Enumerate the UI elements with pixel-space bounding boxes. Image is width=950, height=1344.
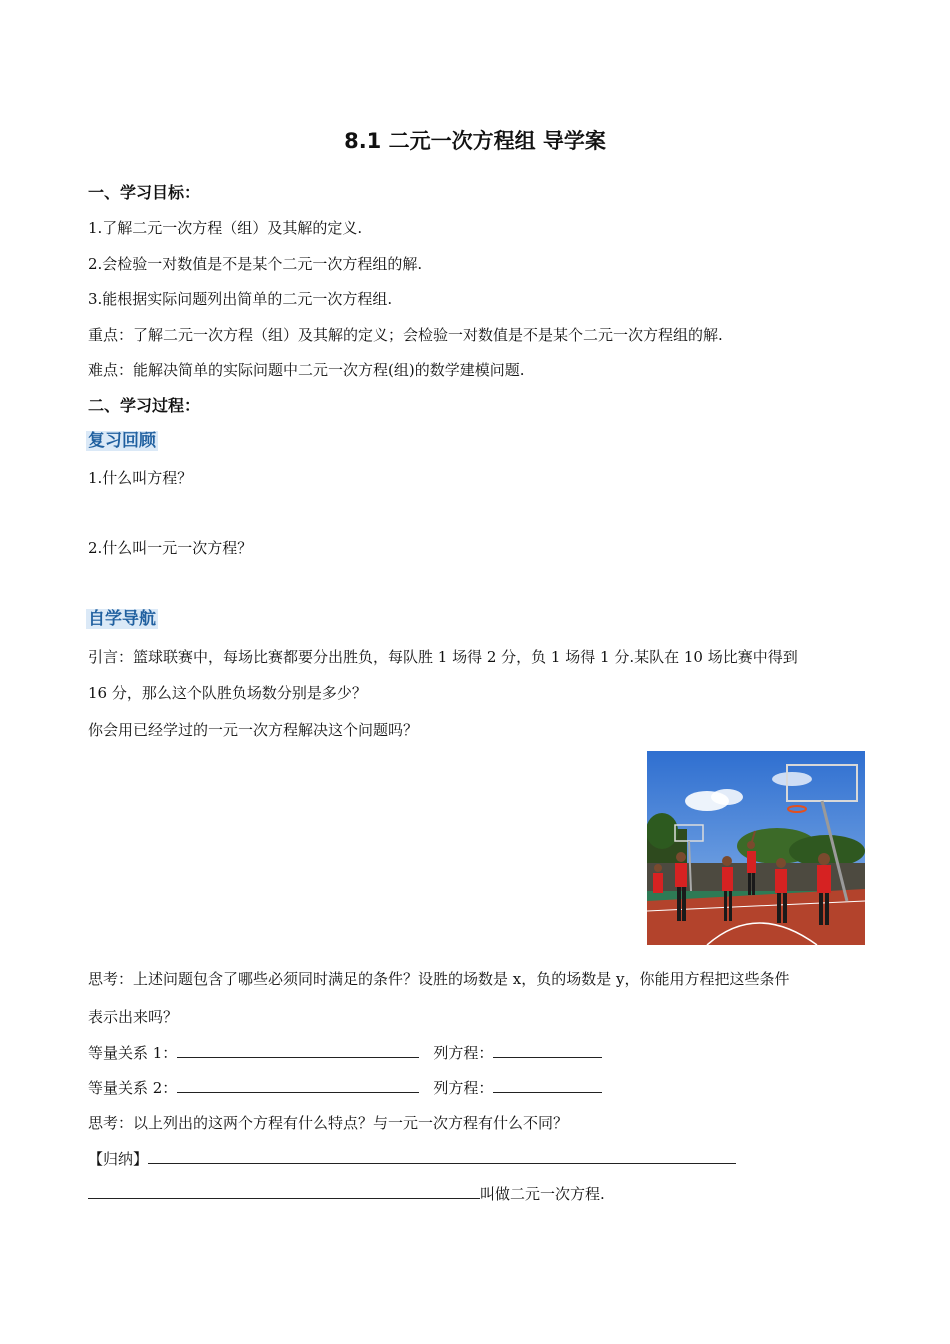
- relation-row-2: [88, 1077, 602, 1098]
- relation-2-label: 等量关系 2：: [88, 1079, 178, 1097]
- summary-row-2: [88, 1183, 605, 1204]
- goal-item-2: 2.会检验一对数值是不是某个二元一次方程组的解.: [88, 255, 423, 273]
- review-question-2: 2.什么叫一元一次方程？: [88, 539, 253, 557]
- review-tag-label: 复习回顾: [88, 431, 156, 451]
- key-point: 重点：了解二元一次方程（组）及其解的定义；会检验一对数值是不是某个二元一次方程组的解.: [88, 326, 723, 344]
- equation-1-blank[interactable]: [493, 1042, 602, 1058]
- summary-blank-1[interactable]: [148, 1148, 736, 1164]
- summary-blank-2[interactable]: [88, 1183, 480, 1199]
- relation-1-label: 等量关系 1：: [88, 1044, 178, 1062]
- intro-line-2: 16 分，那么这个队胜负场数分别是多少？: [88, 684, 367, 702]
- difficult-point: 难点：能解决简单的实际问题中二元一次方程(组)的数学建模问题.: [88, 361, 525, 379]
- equation-2-blank[interactable]: [493, 1077, 602, 1093]
- intro-line-1: 引言：篮球联赛中，每场比赛都要分出胜负，每队胜 1 场得 2 分，负 1 场得 1 分.某队在 10 场比赛中得到: [88, 648, 798, 666]
- think-line-2: 表示出来吗？: [88, 1008, 179, 1026]
- summary-row: [88, 1148, 736, 1169]
- question-line: 你会用已经学过的一元一次方程解决这个问题吗？: [88, 721, 419, 739]
- self-study-tag-label: 自学导航: [88, 609, 156, 629]
- goal-item-1: 1.了解二元一次方程（组）及其解的定义.: [88, 219, 363, 237]
- review-question-1: 1.什么叫方程？: [88, 469, 193, 487]
- section-heading-goals: 一、学习目标：: [88, 183, 201, 202]
- review-tag: [86, 431, 158, 451]
- relation-2-blank[interactable]: [177, 1077, 419, 1093]
- equation-1-label: 列方程：: [433, 1044, 494, 1062]
- relation-row-1: [88, 1042, 602, 1063]
- think-line-1: 思考：上述问题包含了哪些必须同时满足的条件？设胜的场数是 x，负的场数是 y，你能用方程把这些条件: [88, 970, 790, 988]
- page-title: 8.1 二元一次方程组 导学案: [344, 129, 606, 153]
- equation-2-label: 列方程：: [433, 1079, 494, 1097]
- summary-label: 【归纳】: [88, 1150, 149, 1168]
- basketball-court-photo: [647, 751, 865, 945]
- summary-end: 叫做二元一次方程.: [480, 1185, 605, 1203]
- goal-item-3: 3.能根据实际问题列出简单的二元一次方程组.: [88, 290, 393, 308]
- think-2: 思考：以上列出的这两个方程有什么特点？与一元一次方程有什么不同？: [88, 1114, 569, 1132]
- section-heading-process: 二、学习过程：: [88, 396, 201, 415]
- relation-1-blank[interactable]: [177, 1042, 419, 1058]
- self-study-tag: [86, 609, 158, 629]
